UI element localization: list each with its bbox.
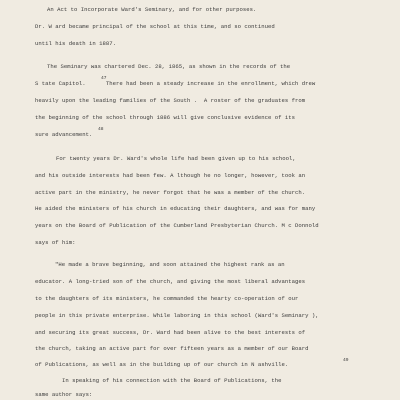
text-line: and securing its great success, Dr. Ward had been alive to the best interests of bbox=[35, 329, 306, 336]
text-line: sure advancement. bbox=[35, 131, 93, 138]
text-line: until his death in 1887. bbox=[35, 40, 117, 47]
text-line: educator. A long-tried son of the church, and giving the most liberal advantages bbox=[35, 278, 306, 285]
text-line: S tate Capitol. There had been a steady increase in the enrollment, which drew bbox=[35, 80, 316, 87]
text-line: and his outside interests had been few. A lthough he no longer, however, took an bbox=[35, 172, 306, 179]
footnote-marker: 49 bbox=[343, 358, 349, 363]
text-line: An Act to Incorporate Ward's Seminary, and for other purposes. bbox=[47, 6, 257, 13]
text-line: "He made a brave beginning, and soon attained the highest rank as an bbox=[55, 261, 285, 268]
text-line: the church, taking an active part for over fifteen years as a member of our Board bbox=[35, 345, 309, 352]
footnote-marker: 48 bbox=[98, 127, 104, 132]
text-line: Dr. W ard became principal of the school at this time, and so continued bbox=[35, 23, 275, 30]
text-line: For twenty years Dr. Ward's whole life had been given up to his school, bbox=[56, 155, 296, 162]
text-line: active part in the ministry, he never forgot that he was a member of the church. bbox=[35, 189, 306, 196]
text-line: heavily upon the leading families of the South . A roster of the graduates from bbox=[35, 97, 306, 104]
text-line: says of him: bbox=[35, 239, 76, 246]
footnote-marker: 47 bbox=[101, 76, 107, 81]
text-line: same author says: bbox=[35, 391, 93, 398]
text-line: the beginning of the school through 1886 will give conclusive evidence of its bbox=[35, 114, 296, 121]
text-line: In speaking of his connection with the Board of Publications, the bbox=[62, 377, 282, 384]
text-line: years on the Board of Publication of the Cumberland Presbyterian Church. M c Donnold bbox=[35, 222, 319, 229]
text-line: He aided the ministers of his church in educating their daughters, and was for many bbox=[35, 205, 316, 212]
text-line: people in this private enterprise. While laboring in this school (Ward's Seminary ), bbox=[35, 312, 319, 319]
text-line: The Seminary was chartered Dec. 28, 1865, as shown in the records of the bbox=[47, 63, 291, 70]
text-line: to the daughters of its ministers, he commanded the hearty co-operation of our bbox=[35, 295, 299, 302]
text-line: of Publications, as well as in the building up of our church in N ashville. bbox=[35, 361, 289, 368]
